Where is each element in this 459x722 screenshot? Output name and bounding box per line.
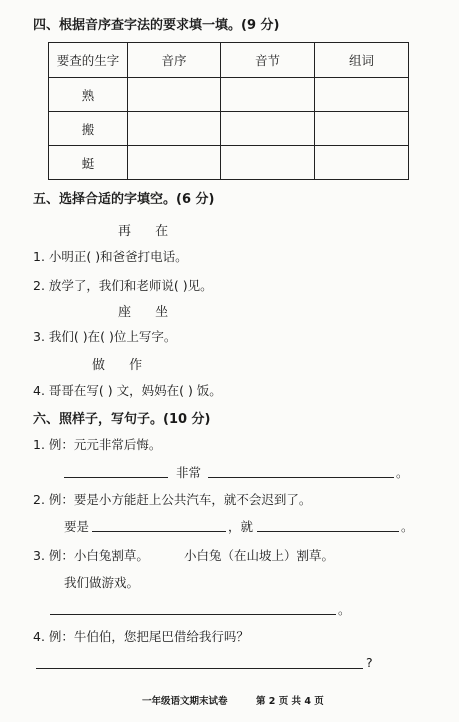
answer-cell[interactable] bbox=[128, 112, 221, 146]
word-choice-2: 座 坐 bbox=[118, 305, 179, 320]
question-5-3: 3. 我们( )在( )位上写字。 bbox=[33, 329, 177, 344]
question-6-2-example: 2. 例：要是小方能赶上公共汽车，就不会迟到了。 bbox=[33, 492, 312, 507]
question-5-4: 4. 哥哥在写( ) 文，妈妈在( ) 饭。 bbox=[33, 383, 222, 398]
question-6-3-example: 3. 例：小白兔割草。 bbox=[33, 548, 149, 563]
header-yinxu: 音序 bbox=[128, 43, 221, 78]
answer-cell[interactable] bbox=[128, 78, 221, 112]
page-number: 第 2 页 共 4 页 bbox=[256, 696, 324, 707]
answer-cell[interactable] bbox=[128, 146, 221, 180]
answer-line[interactable] bbox=[208, 477, 394, 478]
question-6-4-example: 4. 例：牛伯伯，您把尾巴借给我行吗？ bbox=[33, 629, 249, 644]
table-char-cell: 蜓 bbox=[49, 146, 128, 180]
section5-title: 五、选择合适的字填空。(6 分) bbox=[33, 192, 215, 207]
q3-period: 。 bbox=[338, 602, 351, 617]
answer-line[interactable] bbox=[50, 614, 336, 615]
header-yinjie: 音节 bbox=[221, 43, 315, 78]
table-row bbox=[49, 146, 409, 180]
section6-title: 六、照样子，写句子。(10 分) bbox=[33, 412, 211, 427]
answer-cell[interactable] bbox=[315, 146, 409, 180]
q1-period: 。 bbox=[396, 465, 409, 480]
answer-line[interactable] bbox=[36, 668, 363, 669]
q2-period: 。 bbox=[401, 519, 414, 534]
answer-cell[interactable] bbox=[221, 112, 315, 146]
q1-keyword: 非常 bbox=[176, 465, 202, 480]
answer-line[interactable] bbox=[92, 531, 226, 532]
q4-mark: ? bbox=[366, 655, 373, 670]
section4-title: 四、根据音序查字法的要求填一填。(9 分) bbox=[33, 18, 280, 33]
answer-line[interactable] bbox=[257, 531, 399, 532]
question-5-1: 1. 小明正( )和爸爸打电话。 bbox=[33, 249, 188, 264]
table-row bbox=[49, 112, 409, 146]
question-5-2: 2. 放学了，我们和老师说( )见。 bbox=[33, 278, 213, 293]
lookup-table bbox=[48, 42, 409, 180]
question-6-3-example2: 小白兔（在山坡上）割草。 bbox=[184, 548, 335, 563]
q2-lead: 要是 bbox=[64, 519, 90, 534]
answer-cell[interactable] bbox=[315, 78, 409, 112]
word-choice-3: 做 作 bbox=[92, 358, 153, 373]
answer-cell[interactable] bbox=[315, 112, 409, 146]
header-char: 要查的生字 bbox=[49, 43, 128, 78]
answer-line[interactable] bbox=[64, 477, 168, 478]
table-char-cell: 熟 bbox=[49, 78, 128, 112]
word-choice-1: 再 在 bbox=[118, 224, 179, 239]
q3-prompt: 我们做游戏。 bbox=[64, 575, 140, 590]
footer-title: 一年级语文期末试卷 bbox=[142, 696, 228, 707]
table-row bbox=[49, 78, 409, 112]
q2-mid: ，就 bbox=[228, 519, 254, 534]
table-header-row bbox=[49, 43, 409, 78]
answer-cell[interactable] bbox=[221, 78, 315, 112]
header-zuci: 组词 bbox=[315, 43, 409, 78]
question-6-1-example: 1. 例：元元非常后悔。 bbox=[33, 437, 162, 452]
table-char-cell: 搬 bbox=[49, 112, 128, 146]
answer-cell[interactable] bbox=[221, 146, 315, 180]
